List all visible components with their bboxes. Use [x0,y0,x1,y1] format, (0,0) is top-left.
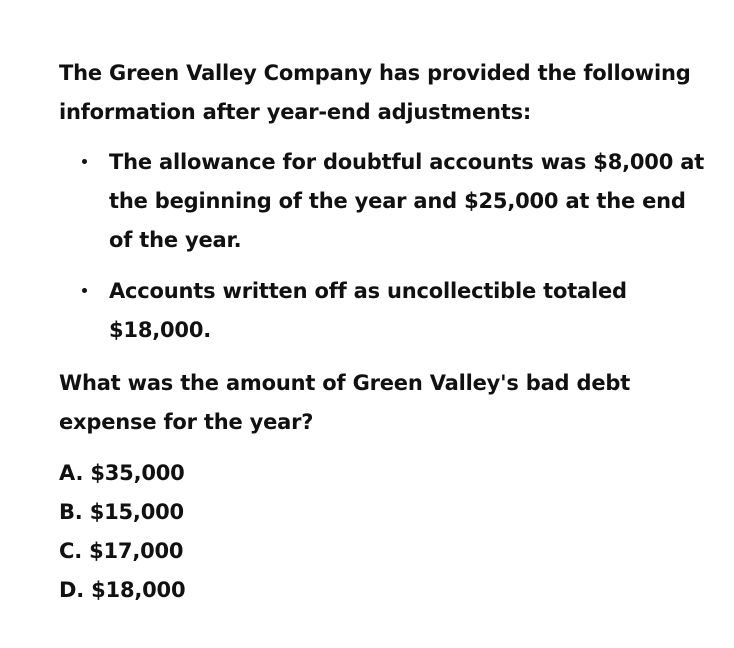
answer-options [59,454,185,610]
list-item [0,272,709,350]
bullet-icon [82,288,87,293]
intro-paragraph: The Green Valley Company has provided the following information after year-end adjustments: [59,61,691,124]
option-b: B. $15,000 [59,500,184,524]
bullet-icon [82,159,87,164]
fact-text: Accounts written off as uncollectible totaled $18,000. [109,279,627,342]
option-c: C. $17,000 [59,539,184,563]
list-item [0,143,709,260]
facts-list [0,143,709,350]
option-d: D. $18,000 [59,578,186,602]
fact-text: The allowance for doubtful accounts was $8,000 at the beginning of the year and $25,000 at the end of the year. [109,150,705,252]
option-a: A. $35,000 [59,461,185,485]
question-text: What was the amount of Green Valley's bad debt expense for the year? [59,371,631,434]
